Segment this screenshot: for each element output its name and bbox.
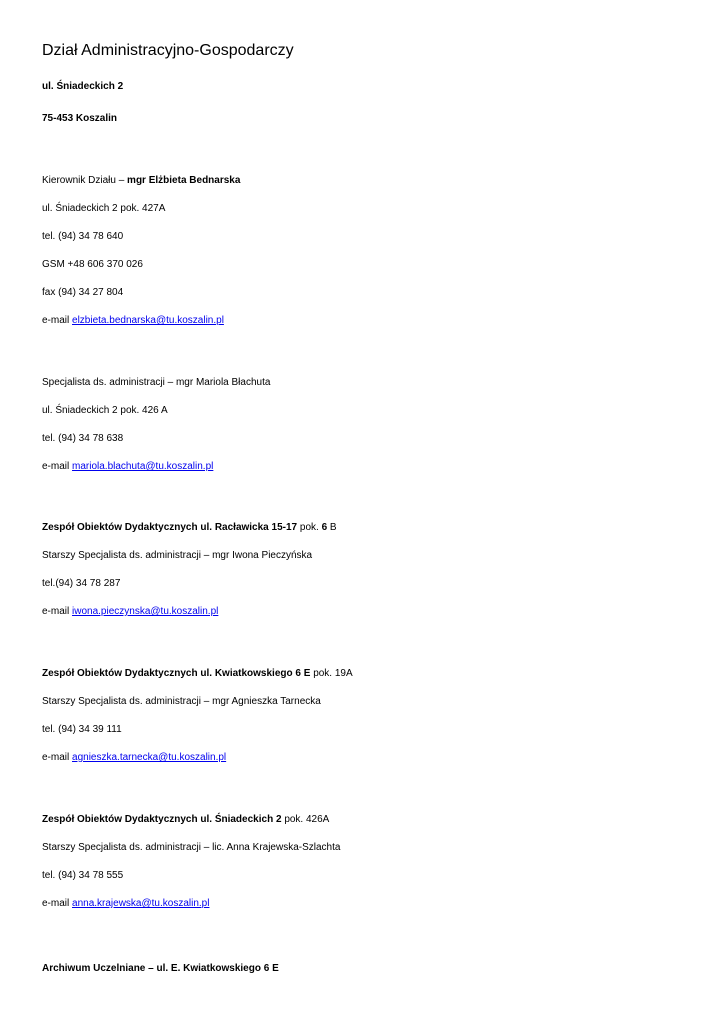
team-heading-kwiatkowskiego [42, 667, 353, 681]
specialist-email-link[interactable]: mariola.blachuta@tu.koszalin.pl [72, 461, 214, 472]
document-page [42, 0, 702, 1024]
team-heading-text: Zespół Obiektów Dydaktycznych ul. Śniadeckich 2 [42, 814, 282, 825]
team-phone: tel.(94) 34 78 287 [42, 578, 121, 589]
head-gsm: GSM +48 606 370 026 [42, 259, 143, 270]
specialist-email-label: e-mail [42, 461, 70, 472]
team-person: Starszy Specjalista ds. administracji – mgr Agnieszka Tarnecka [42, 696, 321, 707]
specialist-address: ul. Śniadeckich 2 pok. 426 A [42, 405, 168, 416]
team-room-suffix: B [329, 522, 337, 533]
team-email-line [42, 897, 209, 911]
header-street: ul. Śniadeckich 2 [42, 81, 124, 92]
team-heading-sniadeckich [42, 813, 329, 827]
team-person: Starszy Specjalista ds. administracji – mgr Iwona Pieczyńska [42, 550, 313, 561]
team-phone: tel. (94) 34 39 111 [42, 724, 122, 735]
head-phone: tel. (94) 34 78 640 [42, 231, 124, 242]
head-email-label: e-mail [42, 315, 70, 326]
head-address: ul. Śniadeckich 2 pok. 427A [42, 203, 166, 214]
team-email-line [42, 751, 226, 765]
specialist-email-line [42, 460, 213, 474]
team-room-number: 6 [321, 522, 328, 533]
team-heading-text: Zespół Obiektów Dydaktycznych ul. Kwiatkowskiego 6 E [42, 668, 311, 679]
head-role-line [42, 174, 240, 188]
specialist-phone: tel. (94) 34 78 638 [42, 433, 124, 444]
head-name: mgr Elżbieta Bednarska [127, 175, 241, 186]
head-email-link[interactable]: elzbieta.bednarska@tu.koszalin.pl [72, 315, 224, 326]
head-fax: fax (94) 34 27 804 [42, 287, 124, 298]
team-phone: tel. (94) 34 78 555 [42, 870, 124, 881]
team-email-label: e-mail [42, 606, 70, 617]
team-person: Starszy Specjalista ds. administracji – lic. Anna Krajewska-Szlachta [42, 842, 341, 853]
head-role: Kierownik Działu – [42, 175, 125, 186]
head-email-line [42, 314, 224, 328]
team-heading-raclawicka [42, 521, 337, 535]
specialist-role: Specjalista ds. administracji – mgr Mariola Błachuta [42, 377, 271, 388]
team-email-link[interactable]: anna.krajewska@tu.koszalin.pl [72, 898, 210, 909]
team-email-label: e-mail [42, 898, 70, 909]
team-heading-text: Zespół Obiektów Dydaktycznych ul. Racławicka 15-17 [42, 522, 298, 533]
page-title: Dział Administracyjno-Gospodarczy [42, 42, 294, 59]
archive-heading: Archiwum Uczelniane – ul. E. Kwiatkowskiego 6 E [42, 963, 279, 974]
team-email-link[interactable]: agnieszka.tarnecka@tu.koszalin.pl [72, 752, 227, 763]
team-email-label: e-mail [42, 752, 70, 763]
team-email-link[interactable]: iwona.pieczynska@tu.koszalin.pl [72, 606, 219, 617]
team-room-prefix: pok. [299, 522, 319, 533]
team-room: pok. 426A [284, 814, 330, 825]
team-room: pok. 19A [313, 668, 353, 679]
team-email-line [42, 605, 218, 619]
header-city: 75-453 Koszalin [42, 113, 118, 124]
